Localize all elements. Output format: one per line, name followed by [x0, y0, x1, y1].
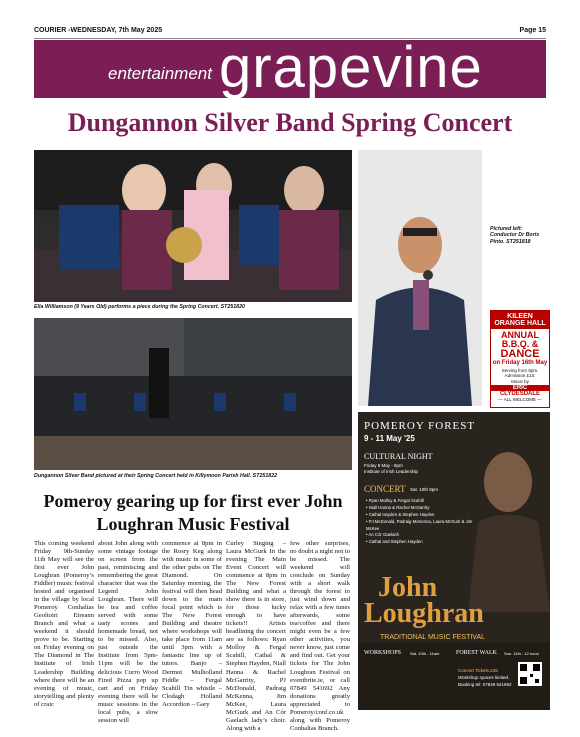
band-photo-performance [34, 150, 352, 302]
ad2-concert-time: Sat. 10th 8pm [410, 487, 439, 492]
article-column-3: commence at 8pm in the Rosry Keg along with music in some of the other pubs on The Diamond. On Saturday morning, the festival will then head down to the main focal point which is The New Forest Building and theatre where workshops will take place from 11am until 3pm with a fantastic line up of tutors. Banjo – Dermot Mulholland Fiddle – Fergal Scahill Tin whistle – Clodagh Holland Accordion – Gary [162, 540, 222, 708]
ad2-booking: Booking tel: 07849 541692 [458, 682, 512, 687]
ad2-acts-list [366, 498, 476, 546]
photo2-caption: Dungannon Silver Band pictured at their Spring Concert held in Killymoon Parish Hall. ST251822 [34, 473, 278, 479]
section-banner [34, 40, 546, 98]
ad1-title: KILEEN ORANGE HALL [491, 311, 549, 329]
conductor-photo [358, 150, 482, 406]
ad2-act-item: • Niall Hanna & Rachel McGarrity [366, 504, 430, 510]
ad2-name1: John [378, 572, 438, 603]
photo1-art [34, 150, 352, 302]
banner-big: grapevine [219, 40, 483, 98]
ad1-footer: — ALL WELCOME — [498, 397, 542, 403]
ad2-act-item: • An Cór Gaelach [366, 532, 400, 538]
banner-small: entertainment [108, 64, 212, 83]
ad1-line1: ANNUAL [501, 330, 539, 340]
ad1-small3: Music by [511, 378, 529, 384]
article-headline: Pomeroy gearing up for first ever John Loughran Music Festival [43, 491, 343, 534]
ad2-workshops-time: Sat. 10th - 11am [410, 651, 440, 656]
ad2-culture-sub: Friday 9 May - 8pm [364, 463, 403, 468]
ad2-concert: CONCERT [364, 484, 406, 494]
article-column-2: about John along with some vintage footage on screen from the past, reminiscing and remembering the great character that was the Legend John Loughran. There will be tea and coffee served with some tasty scones and homemade bread, not to be missed. Also, just outside the Institute from 5pm-11pm will be the delicious Curro Wood Fired Pizza pop up cart and on Friday evening there will be music sessions in the local pubs, a slow session will [98, 540, 158, 724]
photo1-caption: Ella Williamson (9 Years Old) performs a piece during the Spring Concert. ST251820 [34, 304, 246, 310]
ad1-band1: ERIC [491, 385, 549, 391]
ad2-act-item: • Ryan Molloy & Fergal Scahill [366, 498, 424, 503]
ad2-spaces: Workshop spaces limited. [458, 675, 510, 680]
ad2-title: POMEROY FOREST [364, 420, 476, 432]
ad1-small1: Serving from 6pm. [501, 368, 539, 373]
article-column-4: Curley Singing – Laura McGurk In the evening The Main Event Concert will commence at 8pm in The New Forest Building and what a show there is in store, for those lucky enough to have tickets!! Artists headlining the concert are as follows: Ryan Molloy & Fergal Scahill, Cathal & Stephen Hayden, Niall Hanna & Rachel McGarrity, PJ McDonald, Padraig McKenna, Jim McKee, Laura McGurk and An Cór Gaelach lady’s choir. Along with a [226, 540, 286, 732]
ad2-act-item: • Cathal and Stephen Hayden [366, 539, 423, 545]
ad2-forest-walk: FOREST WALK [456, 650, 497, 656]
ad2-tickets: Concert Tickets £25 [458, 668, 498, 673]
ad2-name2: Loughran [364, 598, 484, 629]
page-number: Page 15 [519, 27, 546, 34]
ad1-small2: Admission £10. [504, 373, 536, 379]
ad2-culture: CULTURAL NIGHT [364, 452, 433, 461]
ad2-culture-loc: Institute of Irish Leadership [364, 469, 419, 474]
ad1-band2: CLYDESDALE [499, 391, 541, 398]
page-header [34, 26, 546, 39]
ad1-line3: DANCE [500, 348, 540, 360]
issue-line: COURIER -WEDNESDAY, 7th May 2025 [34, 27, 163, 34]
photo3-caption: Pictured left: Conductor Dr Boris Pinto. ST251818 [490, 226, 540, 245]
ad2-act-item: • PJ McDonald, Padraig McKenna, Laura McGurk & Jim McKee [366, 518, 473, 531]
ad2-forest-time: Sun. 11th - 12 noon [504, 651, 539, 656]
photo3-art [358, 150, 482, 406]
article-column-5: few other surprises, no doubt a night not to be missed. The weekend will conclude on Sunday with a short walk through the forest to just wind down and relax with a few tunes afterwards, some tea/coffee and there might even be a few other activities, you never know, just come and find out. Get your tickets for The John Loughran Festival on eventbrite.ie, or call 07849 541692 Any donations greatly appreciated to Pomeroy/conf.co.uk along with Pomeroy Conhaltas Branch. [290, 540, 350, 732]
page-title: Dungannon Silver Band Spring Concert [67, 108, 513, 137]
ad2-act-item: • Cathal Hayden & Stephen Hayden [366, 511, 435, 517]
john-loughran-festival-advert [358, 412, 550, 710]
article-column-1: This coming weekend Friday 9th-Sunday 11th May will see the first ever John Loughran (Pomeroy’s Fiddler) music festival hosted and organised in the village by local Pomeroy Conhaltas Geoltoiri Eireann Branch and what a weekend it should prove to be. Starting on Friday evening on The Diamond in The Institute of Irish Leadership Building where there will be an evening of music, storytelling and plenty of craic [34, 540, 94, 708]
ad1-line4: on Friday 16th May [492, 360, 548, 366]
ad2-workshops: WORKSHOPS [364, 650, 402, 656]
photo2-art [34, 318, 352, 470]
band-photo-group [34, 318, 352, 470]
ad1-line2: B.B.Q. & [501, 339, 539, 349]
qr-code-icon [518, 662, 542, 686]
ad2-dates: 9 - 11 May '25 [364, 434, 415, 443]
ad2-sub: TRADITIONAL MUSIC FESTIVAL [380, 634, 486, 641]
killeen-bbq-advert [490, 310, 550, 408]
